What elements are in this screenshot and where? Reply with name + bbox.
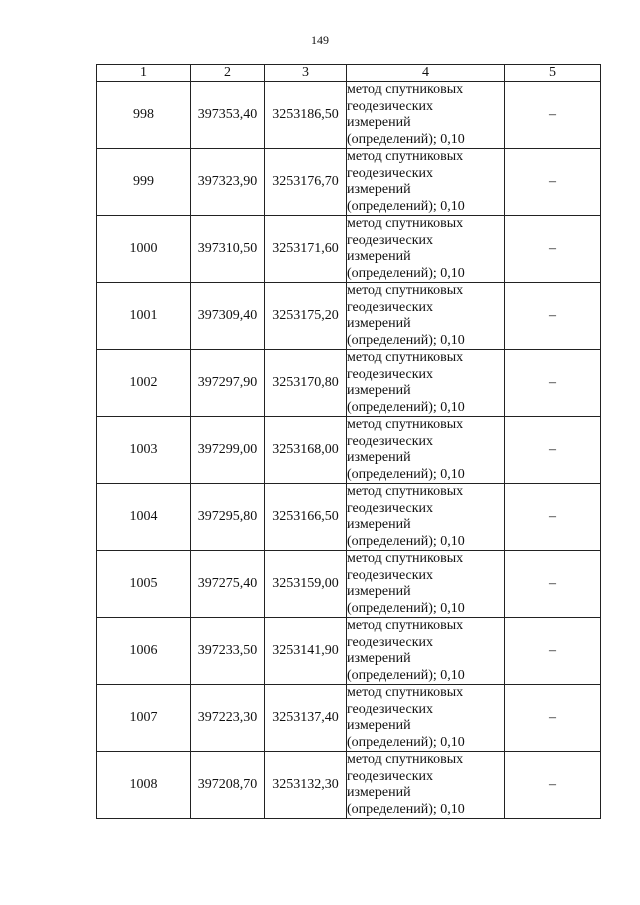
x-coordinate-cell: 397310,50 [191,216,265,283]
method-line: измерений [347,182,411,197]
method-line: метод спутниковых [347,350,464,365]
method-line: геодезических [347,165,434,181]
method-cell [347,752,505,819]
method-cell [347,484,505,551]
method-line: измерений [347,785,411,800]
x-coordinate-cell: 397299,00 [191,417,265,484]
method-line: (определений); 0,10 [347,466,465,482]
method-line: (определений); 0,10 [347,198,465,214]
method-cell [347,82,505,149]
point-number-cell: 1001 [97,283,191,350]
y-coordinate-cell: 3253141,90 [265,618,347,685]
method-line: метод спутниковых [347,149,464,164]
note-cell: – [505,685,601,752]
note-cell: – [505,149,601,216]
y-coordinate-cell: 3253186,50 [265,82,347,149]
method-line: измерений [347,115,411,130]
method-cell [347,551,505,618]
note-cell: – [505,82,601,149]
method-cell [347,417,505,484]
method-line: метод спутниковых [347,752,464,767]
method-line: измерений [347,383,411,398]
method-line: (определений); 0,10 [347,399,465,415]
note-cell: – [505,752,601,819]
method-line: метод спутниковых [347,551,464,566]
method-line: геодезических [347,366,434,382]
point-number-cell: 1004 [97,484,191,551]
method-cell [347,685,505,752]
method-line: геодезических [347,433,434,449]
method-line: геодезических [347,98,434,114]
y-coordinate-cell: 3253166,50 [265,484,347,551]
method-line: (определений); 0,10 [347,600,465,616]
point-number-cell: 998 [97,82,191,149]
note-cell: – [505,484,601,551]
method-line: геодезических [347,232,434,248]
point-number-cell: 1005 [97,551,191,618]
x-coordinate-cell: 397309,40 [191,283,265,350]
method-line: (определений); 0,10 [347,265,465,281]
x-coordinate-cell: 397323,90 [191,149,265,216]
y-coordinate-cell: 3253159,00 [265,551,347,618]
method-line: геодезических [347,500,434,516]
method-line: геодезических [347,768,434,784]
method-line: (определений); 0,10 [347,667,465,683]
method-line: (определений); 0,10 [347,801,465,817]
header-row [97,65,601,82]
point-number-cell: 1006 [97,618,191,685]
y-coordinate-cell: 3253137,40 [265,685,347,752]
note-cell: – [505,216,601,283]
note-cell: – [505,618,601,685]
method-line: метод спутниковых [347,216,464,231]
method-line: метод спутниковых [347,283,464,298]
table-row [97,618,601,685]
table-row [97,685,601,752]
method-line: геодезических [347,634,434,650]
method-line: измерений [347,584,411,599]
method-cell [347,283,505,350]
method-cell [347,216,505,283]
note-cell: – [505,283,601,350]
note-cell: – [505,551,601,618]
table-row [97,216,601,283]
point-number-cell: 1000 [97,216,191,283]
method-line: (определений); 0,10 [347,734,465,750]
header-cell-y: 3 [265,65,347,82]
y-coordinate-cell: 3253170,80 [265,350,347,417]
method-line: измерений [347,718,411,733]
note-cell: – [505,417,601,484]
method-line: геодезических [347,701,434,717]
method-line: измерений [347,651,411,666]
table-row [97,484,601,551]
x-coordinate-cell: 397295,80 [191,484,265,551]
method-line: измерений [347,450,411,465]
y-coordinate-cell: 3253175,20 [265,283,347,350]
table-row [97,551,601,618]
method-line: (определений); 0,10 [347,332,465,348]
table-row [97,82,601,149]
x-coordinate-cell: 397223,30 [191,685,265,752]
method-line: измерений [347,517,411,532]
y-coordinate-cell: 3253168,00 [265,417,347,484]
header-cell-point: 1 [97,65,191,82]
table-row [97,149,601,216]
y-coordinate-cell: 3253132,30 [265,752,347,819]
point-number-cell: 999 [97,149,191,216]
table-row [97,417,601,484]
note-cell: – [505,350,601,417]
x-coordinate-cell: 397233,50 [191,618,265,685]
method-line: метод спутниковых [347,685,464,700]
method-line: метод спутниковых [347,82,464,97]
point-number-cell: 1003 [97,417,191,484]
method-line: геодезических [347,299,434,315]
method-line: (определений); 0,10 [347,533,465,549]
header-cell-x: 2 [191,65,265,82]
method-cell [347,618,505,685]
method-line: метод спутниковых [347,618,464,633]
x-coordinate-cell: 397353,40 [191,82,265,149]
header-cell-note: 5 [505,65,601,82]
table-row [97,283,601,350]
point-number-cell: 1002 [97,350,191,417]
x-coordinate-cell: 397297,90 [191,350,265,417]
method-line: метод спутниковых [347,484,464,499]
header-cell-method: 4 [347,65,505,82]
y-coordinate-cell: 3253176,70 [265,149,347,216]
method-line: (определений); 0,10 [347,131,465,147]
method-line: геодезических [347,567,434,583]
page-number: 149 [311,33,329,47]
method-line: измерений [347,316,411,331]
x-coordinate-cell: 397275,40 [191,551,265,618]
x-coordinate-cell: 397208,70 [191,752,265,819]
method-cell [347,350,505,417]
method-line: измерений [347,249,411,264]
y-coordinate-cell: 3253171,60 [265,216,347,283]
table-row [97,752,601,819]
coordinates-table [96,64,601,819]
method-line: метод спутниковых [347,417,464,432]
point-number-cell: 1007 [97,685,191,752]
point-number-cell: 1008 [97,752,191,819]
table-row [97,350,601,417]
method-cell [347,149,505,216]
